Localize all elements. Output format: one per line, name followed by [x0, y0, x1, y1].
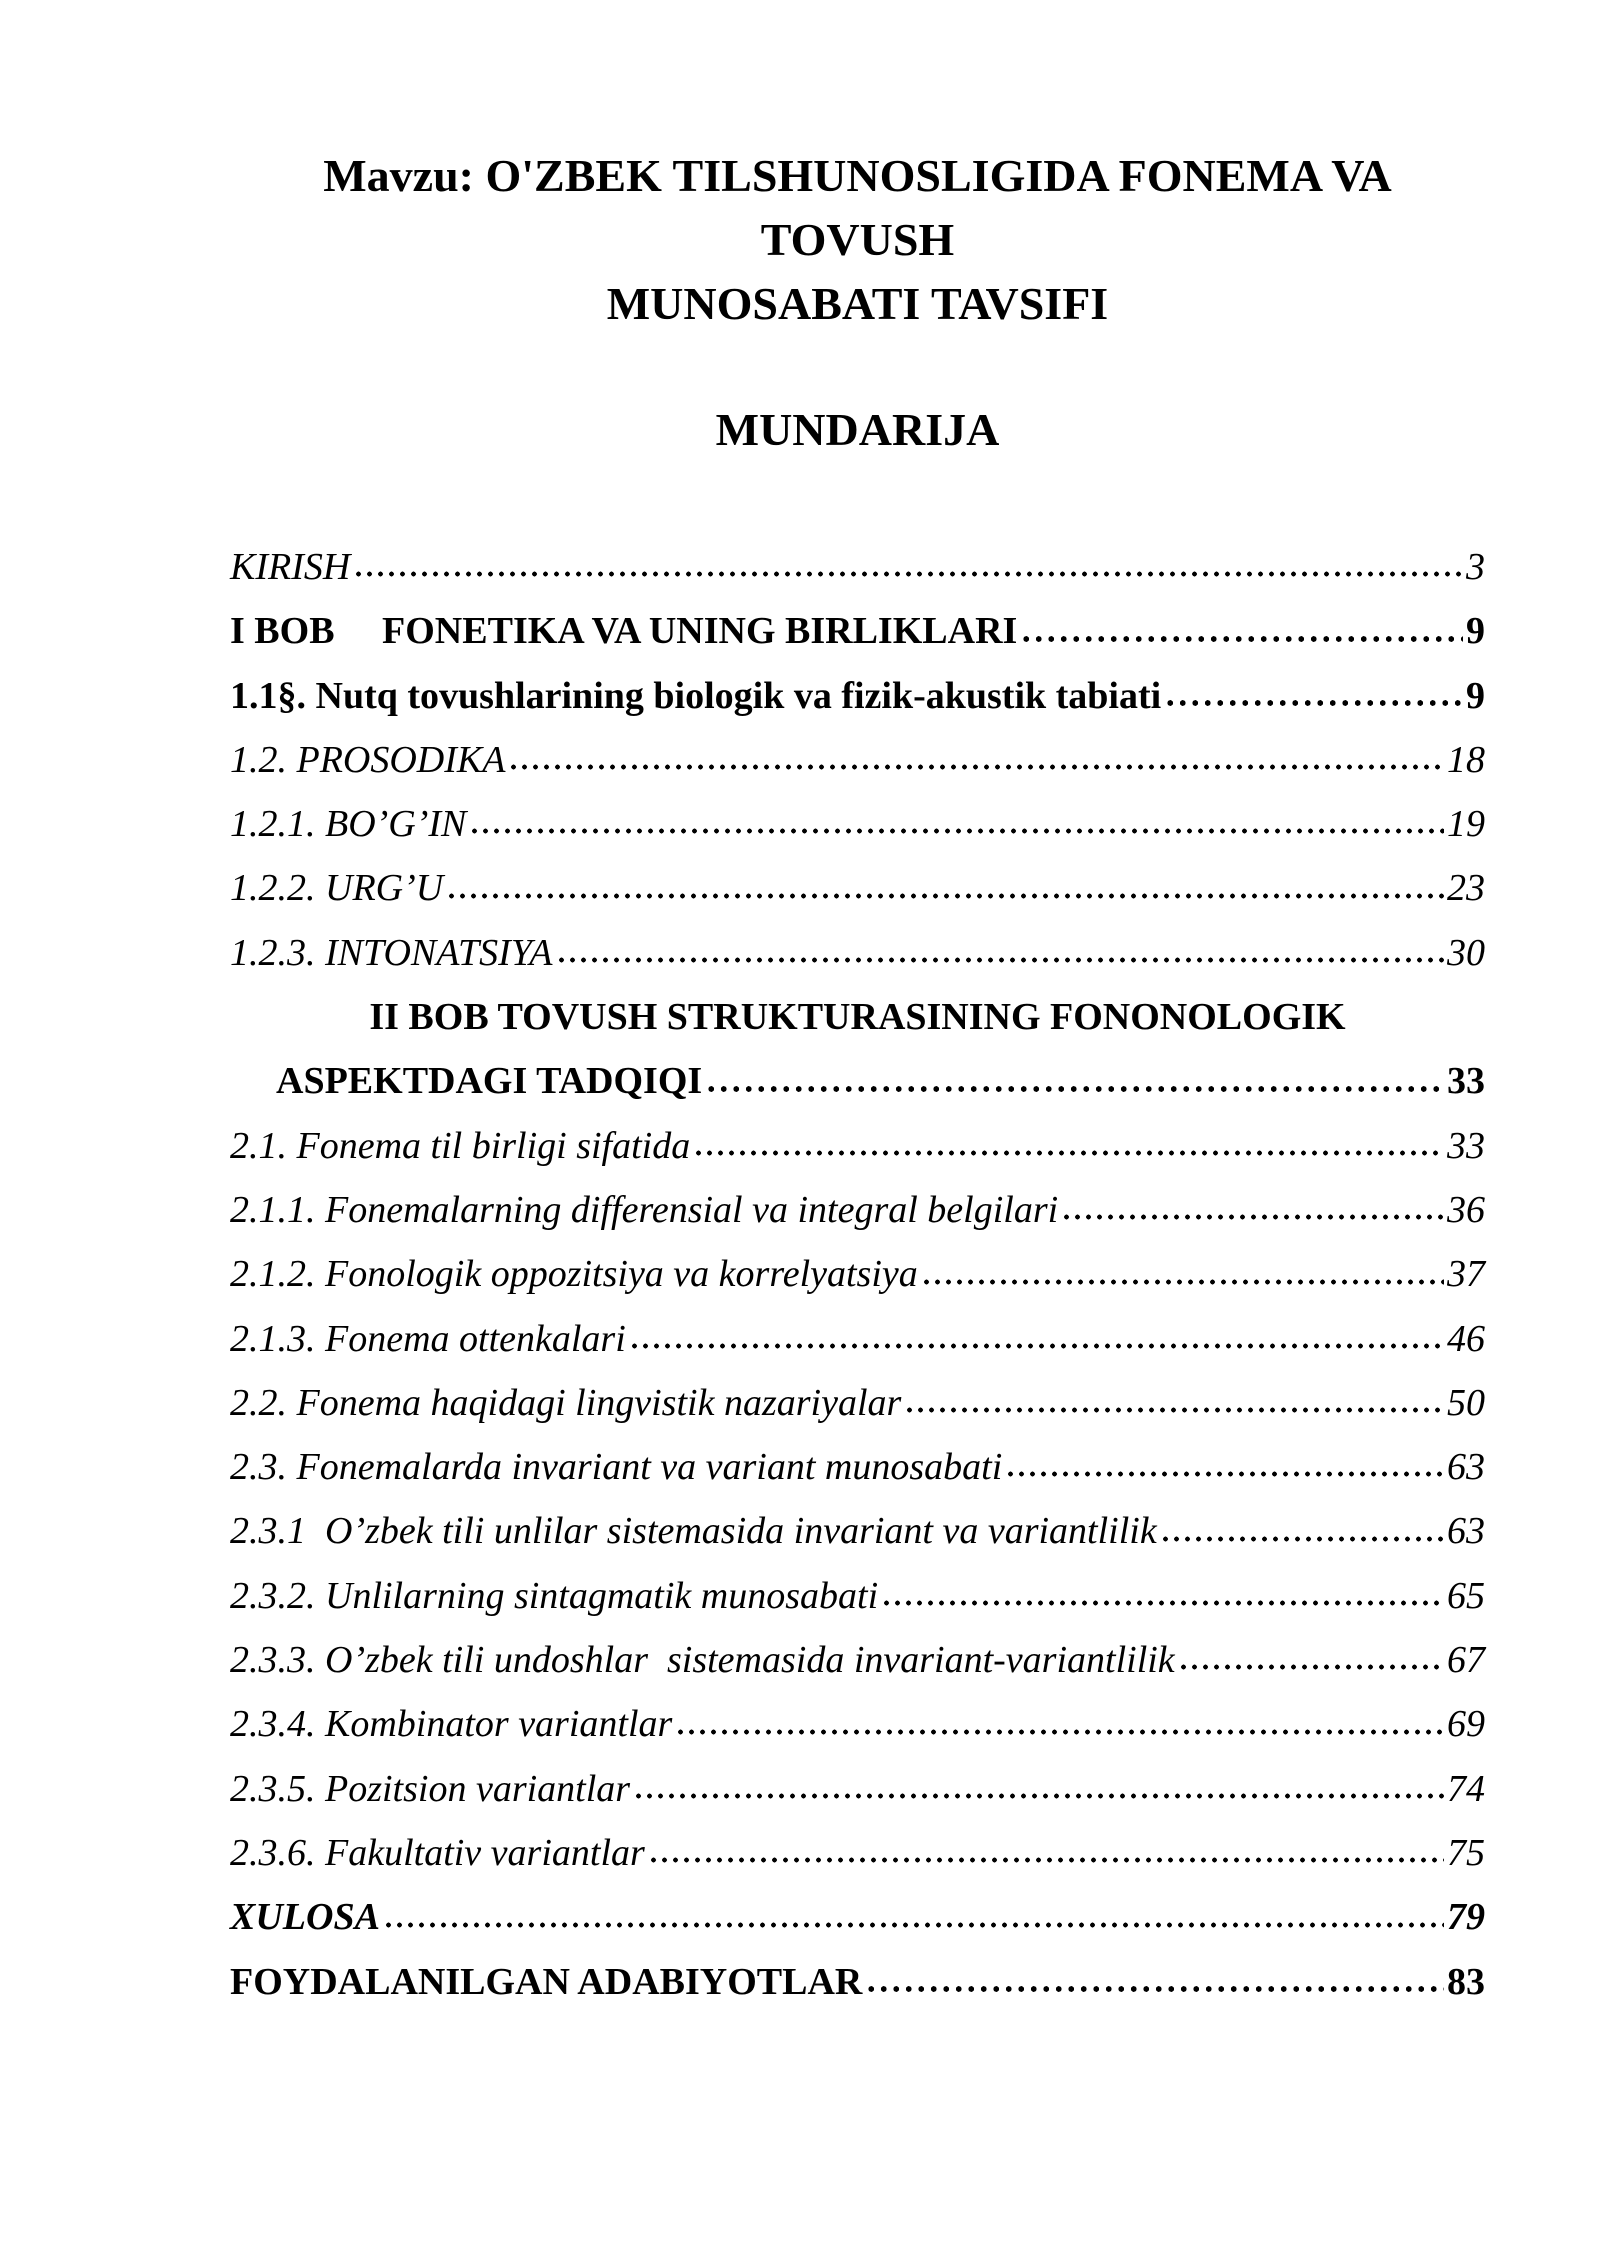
toc-entry-page: 30 [1447, 931, 1485, 974]
toc-entry-label: XULOSA [230, 1896, 380, 1939]
toc-entry-page: 46 [1447, 1317, 1485, 1360]
toc-entry-label: 2.3. Fonemalarda invariant va variant munosabati [230, 1446, 1003, 1489]
toc-entry-label: 2.3.5. Pozitsion variantlar [230, 1767, 631, 1810]
spacer [230, 462, 1485, 535]
toc-entry [230, 664, 1485, 728]
dot-leader [865, 1985, 1444, 1993]
toc-entry [230, 1564, 1485, 1628]
toc-entry-label: 2.3.3. O’zbek tili undoshlar sistemasida invariant-variantlilik [230, 1639, 1175, 1682]
dot-leader [629, 1342, 1444, 1350]
toc-entry [230, 1114, 1485, 1178]
toc-entry-label: KIRISH [230, 546, 351, 588]
toc-entry [230, 1307, 1485, 1371]
dot-leader [353, 570, 1463, 578]
toc-entry-page: 63 [1447, 1446, 1485, 1489]
toc-entry [230, 1628, 1485, 1692]
dot-leader [881, 1599, 1444, 1607]
dot-leader [904, 1406, 1444, 1414]
toc-entry-label: 2.3.4. Kombinator variantlar [230, 1703, 673, 1746]
toc-entry [230, 535, 1485, 599]
toc-entry-page: 50 [1447, 1381, 1485, 1424]
toc-entry-page: 9 [1466, 610, 1485, 653]
toc-entry [230, 728, 1485, 792]
toc-entry-label: 2.3.6. Fakultativ variantlar [230, 1831, 645, 1874]
toc-entry-page: 33 [1447, 1060, 1485, 1103]
toc-entry-label: 1.1§. Nutq tovushlarining biologik va fizik-akustik tabiati [230, 674, 1162, 717]
dot-leader [508, 763, 1444, 771]
toc-entry-chapter2-line2 [230, 1049, 1485, 1113]
toc-entry [230, 1950, 1485, 2014]
toc-entry [230, 921, 1485, 985]
toc-entry [230, 1242, 1485, 1306]
chapter-heading-line: II BOB TOVUSH STRUKTURASINING FONONOLOGIK [369, 996, 1346, 1039]
dot-leader [675, 1728, 1444, 1736]
toc-entry-page: 65 [1447, 1574, 1485, 1617]
dot-leader [446, 892, 1444, 900]
toc-entry-label: 1.2. PROSODIKA [230, 738, 506, 781]
toc-entry-label: FOYDALANILGAN ADABIYOTLAR [230, 1960, 863, 2003]
toc-entry-label: 1.2.1. BO’G’IN [230, 803, 467, 846]
toc-entry [230, 1178, 1485, 1242]
toc-entry [230, 599, 1485, 663]
dot-leader [705, 1085, 1444, 1093]
toc-entry-label: ASPEKTDAGI TADQIQI [276, 1060, 703, 1103]
toc-entry [230, 1371, 1485, 1435]
dot-leader [1061, 1213, 1444, 1221]
toc-entry [230, 1692, 1485, 1756]
dot-leader [633, 1792, 1444, 1800]
toc-entry [230, 792, 1485, 856]
toc-entry-label: 2.3.1 O’zbek tili unlilar sistemasida invariant va variantlilik [230, 1510, 1157, 1553]
toc-entry [230, 1757, 1485, 1821]
toc-entry-page: 63 [1447, 1510, 1485, 1553]
toc-entry-label: 2.2. Fonema haqidagi lingvistik nazariyalar [230, 1381, 902, 1424]
dot-leader [921, 1278, 1444, 1286]
toc-entry [230, 856, 1485, 920]
toc-entry-page: 36 [1447, 1188, 1485, 1231]
toc-entry-page: 79 [1447, 1896, 1485, 1939]
toc-entry-page: 19 [1447, 803, 1485, 846]
toc-entry-page: 74 [1447, 1767, 1485, 1810]
toc-entry-label: 1.2.2. URG’U [230, 867, 444, 910]
toc-entry-label: 2.1.2. Fonologik oppozitsiya va korrelyatsiya [230, 1253, 918, 1296]
toc-entry-page: 75 [1447, 1831, 1485, 1874]
document-title-line-2: MUNOSABATI TAVSIFI [606, 278, 1109, 329]
toc-entry [230, 1885, 1485, 1949]
dot-leader [1020, 635, 1463, 643]
toc-entry-page: 69 [1447, 1703, 1485, 1746]
toc-entry-label: 2.1. Fonema til birligi sifatida [230, 1124, 691, 1167]
toc-entry-page: 23 [1447, 867, 1485, 910]
toc-entry-page: 37 [1447, 1253, 1485, 1296]
table-of-contents [230, 535, 1485, 2014]
document-title [230, 144, 1485, 336]
dot-leader [1164, 699, 1463, 707]
toc-entry-page: 9 [1466, 674, 1485, 717]
document-title-line-1: Mavzu: O'ZBEK TILSHUNOSLIGIDA FONEMA VA TOVUSH [323, 150, 1392, 265]
dot-leader [648, 1856, 1444, 1864]
dot-leader [383, 1921, 1444, 1929]
dot-leader [1160, 1535, 1444, 1543]
toc-entry-page: 18 [1447, 738, 1485, 781]
dot-leader [693, 1149, 1444, 1157]
toc-entry-label: 2.1.3. Fonema ottenkalari [230, 1317, 626, 1360]
contents-heading: MUNDARIJA [715, 404, 1000, 455]
toc-entry [230, 1435, 1485, 1499]
dot-leader [1005, 1470, 1444, 1478]
toc-entry-label: 2.1.1. Fonemalarning differensial va integral belgilari [230, 1188, 1059, 1231]
toc-entry-page: 83 [1447, 1960, 1485, 2003]
toc-entry-page: 67 [1447, 1639, 1485, 1682]
toc-entry [230, 1821, 1485, 1885]
toc-entry-chapter2-line1 [230, 985, 1485, 1049]
dot-leader [556, 956, 1444, 964]
toc-entry-label: 1.2.3. INTONATSIYA [230, 931, 553, 974]
toc-entry-page: 3 [1466, 546, 1485, 588]
spacer [230, 336, 1485, 398]
dot-leader [469, 827, 1444, 835]
toc-entry [230, 1499, 1485, 1563]
toc-entry-label: I BOB FONETIKA VA UNING BIRLIKLARI [230, 610, 1018, 653]
dot-leader [1178, 1663, 1444, 1671]
toc-entry-label: 2.3.2. Unlilarning sintagmatik munosabati [230, 1574, 879, 1617]
toc-entry-page: 33 [1447, 1124, 1485, 1167]
